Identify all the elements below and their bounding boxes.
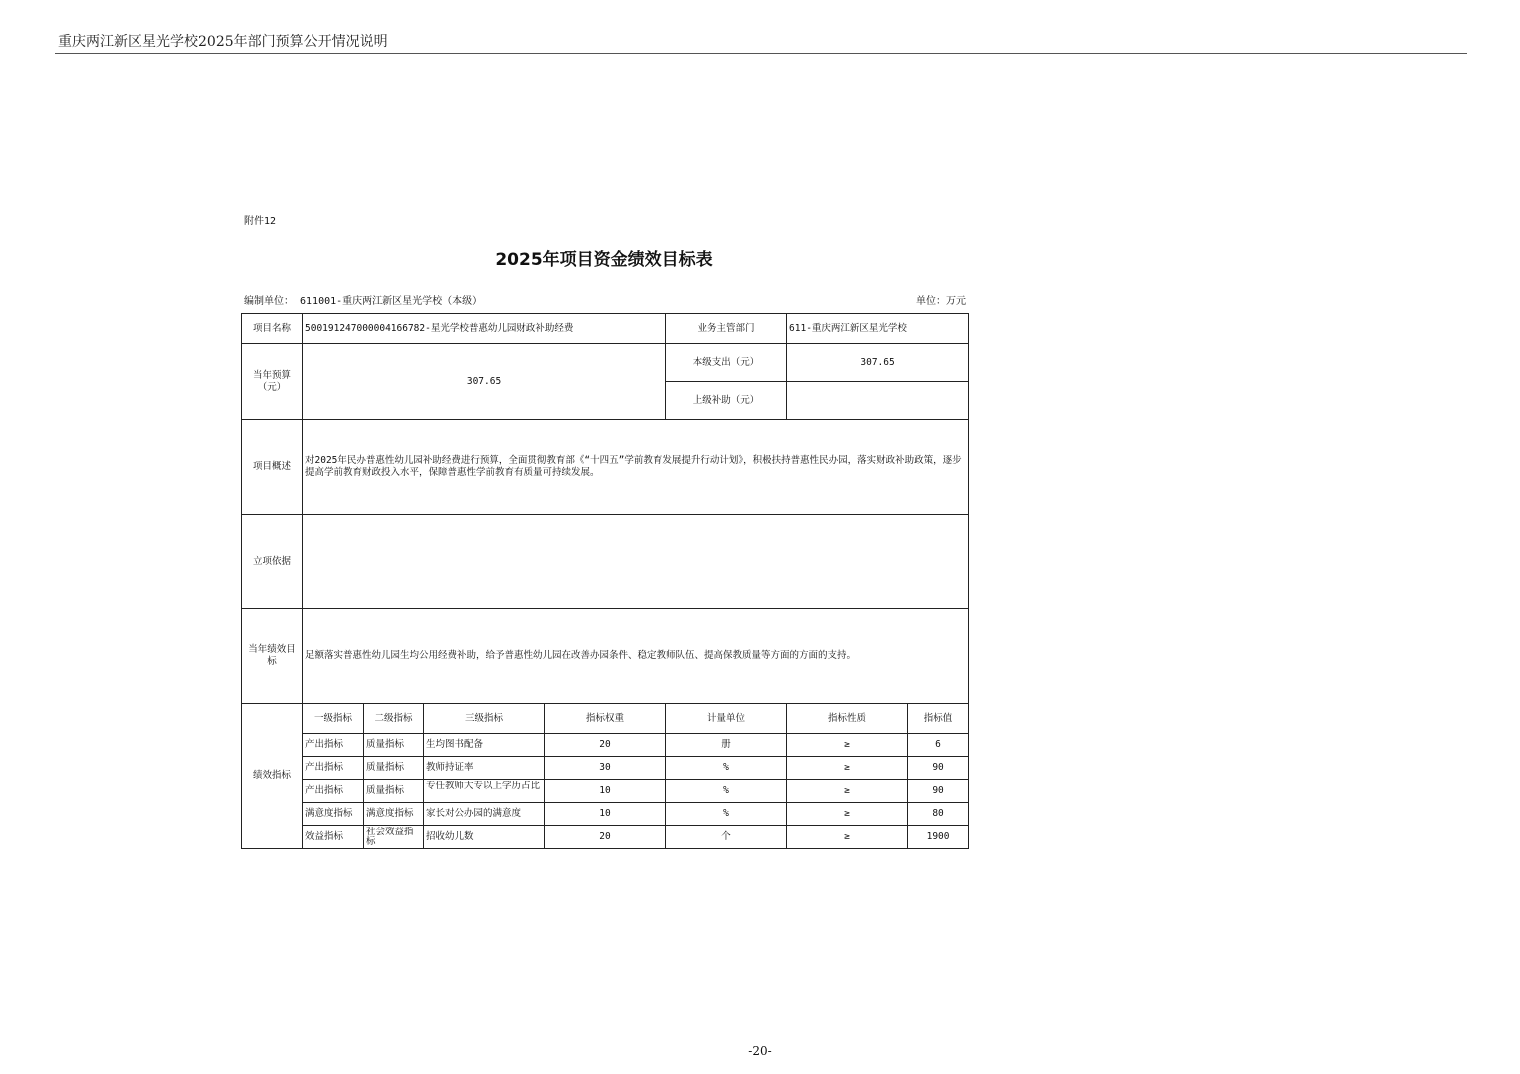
indicator-row [242,757,969,780]
indicator-section-label: 绩效指标 [242,704,303,849]
indicator-nature: ≥ [787,757,908,780]
indicator-header-row [242,704,969,734]
indicator-header-level3: 三级指标 [424,704,545,734]
goal-row [242,609,969,704]
indicator-level2: 质量指标 [364,734,424,757]
indicator-unit: 册 [666,734,787,757]
indicator-header-unit: 计量单位 [666,704,787,734]
goal-label: 当年绩效目标 [242,609,303,704]
indicator-header-value: 指标值 [908,704,969,734]
indicator-level1: 效益指标 [303,826,364,849]
indicator-level3: 生均图书配备 [424,734,545,757]
indicator-nature: ≥ [787,826,908,849]
indicator-level3: 专任教师大专以上学历占比 [426,780,541,791]
indicator-level1: 产出指标 [303,757,364,780]
indicator-level2: 质量指标 [364,780,424,803]
indicator-nature: ≥ [787,803,908,826]
indicator-weight: 10 [545,780,666,803]
upper-subsidy-value [787,382,969,420]
upper-subsidy-label: 上级补助（元） [666,382,787,420]
department-value: 611-重庆两江新区星光学校 [787,314,969,344]
indicator-header-weight: 指标权重 [545,704,666,734]
indicator-level3: 招收幼儿数 [424,826,545,849]
indicator-row [242,803,969,826]
indicator-nature: ≥ [787,780,908,803]
indicator-nature: ≥ [787,734,908,757]
document-header-title: 重庆两江新区星光学校2025年部门预算公开情况说明 [58,34,388,50]
basis-row [242,515,969,609]
overview-label: 项目概述 [242,420,303,515]
indicator-weight: 30 [545,757,666,780]
indicator-row [242,780,969,803]
indicator-unit: % [666,780,787,803]
header-divider [55,53,1467,54]
indicator-level1: 满意度指标 [303,803,364,826]
indicator-header-nature: 指标性质 [787,704,908,734]
indicator-weight: 20 [545,734,666,757]
indicator-row [242,826,969,849]
indicator-value: 90 [908,780,969,803]
indicator-header-level1: 一级指标 [303,704,364,734]
budget-row [242,344,969,382]
indicator-value: 90 [908,757,969,780]
page-number: -20- [748,1044,772,1058]
budget-value: 307.65 [303,344,666,420]
indicator-level1: 产出指标 [303,780,364,803]
indicator-value: 80 [908,803,969,826]
overview-row [242,420,969,515]
compiler-unit: 编制单位： 611001-重庆两江新区星光学校（本级） [244,296,483,307]
document-title: 2025年项目资金绩效目标表 [495,250,713,270]
budget-label: 当年预算（元） [242,344,303,420]
indicator-header-level2: 二级指标 [364,704,424,734]
indicator-level2: 社会效益指标 [366,826,414,847]
indicator-value: 6 [908,734,969,757]
performance-target-table [241,313,969,849]
attachment-label: 附件12 [244,216,277,227]
project-name-label: 项目名称 [242,314,303,344]
local-expense-label: 本级支出（元） [666,344,787,382]
indicator-level2: 满意度指标 [364,803,424,826]
basis-text [303,515,969,609]
goal-text: 足额落实普惠性幼儿园生均公用经费补助，给予普惠性幼儿园在改善办园条件、稳定教师队伍、提高保教质量等方面的方面的支持。 [303,609,969,704]
overview-text: 对2025年民办普惠性幼儿园补助经费进行预算，全面贯彻教育部《“十四五”学前教育发展提升行动计划》，积极扶持普惠性民办园，落实财政补助政策，逐步提高学前教育财政投入水平，保障普惠性学前教育有质量可持续发展。 [303,420,969,515]
project-name-row [242,314,969,344]
basis-label: 立项依据 [242,515,303,609]
indicator-unit: % [666,803,787,826]
indicator-unit: % [666,757,787,780]
local-expense-value: 307.65 [787,344,969,382]
department-label: 业务主管部门 [666,314,787,344]
indicator-weight: 20 [545,826,666,849]
indicator-weight: 10 [545,803,666,826]
indicator-level3-cell [424,780,545,803]
indicator-row [242,734,969,757]
indicator-level3: 家长对公办园的满意度 [424,803,545,826]
indicator-level3: 教师持证率 [424,757,545,780]
indicator-value: 1900 [908,826,969,849]
indicator-unit: 个 [666,826,787,849]
indicator-level2-cell [364,826,424,849]
project-name-value: 500191247000004166782-星光学校普惠幼儿园财政补助经费 [303,314,666,344]
indicator-level1: 产出指标 [303,734,364,757]
indicator-level2: 质量指标 [364,757,424,780]
currency-unit: 单位：万元 [916,296,966,307]
